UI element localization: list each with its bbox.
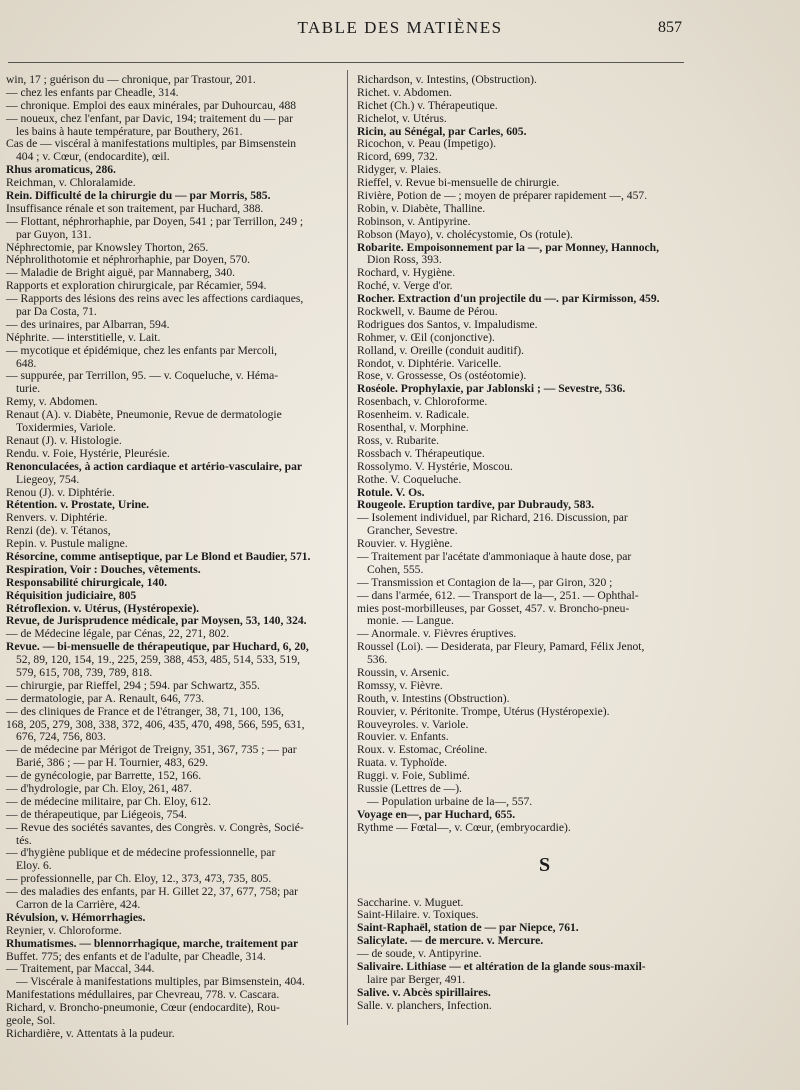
right-column-entry-line: Ruggi. v. Foie, Sublimé. <box>357 769 470 783</box>
left-column-entry-line: 404 ; v. Cœur, (endocardite), œil. <box>16 150 170 164</box>
left-column-entry-line: Résorcine, comme antiseptique, par Le Blond et Baudier, 571. <box>6 549 311 563</box>
left-column-entry-line: Reichman, v. Chloralamide. <box>6 176 136 190</box>
left-column-entry-line: Remy, v. Abdomen. <box>6 395 98 409</box>
left-column-entry-line: Néphrolithotomie et néphrorhaphie, par Doyen, 570. <box>6 253 251 267</box>
right-column-entry-line: Roussin, v. Arsenic. <box>357 665 450 679</box>
left-column-entry-line: par Guyon, 131. <box>16 227 92 241</box>
right-column-entry-line: Rohmer, v. Œil (conjonctive). <box>357 330 495 344</box>
right-column-entry-line: Rouvier. v. Hygiène. <box>357 537 453 551</box>
left-column-entry-line: win, 17 ; guérison du — chronique, par Trastour, 201. <box>6 73 256 86</box>
left-column-entry-line: 579, 615, 708, 739, 789, 818. <box>16 665 153 679</box>
left-column-entry-line: Rein. Difficulté de la chirurgie du — par Morris, 585. <box>6 189 271 203</box>
s-section-entry-line: laire par Berger, 491. <box>367 972 466 986</box>
right-column-entry-line: Russie (Lettres de —). <box>357 781 462 795</box>
column-divider <box>347 70 348 1025</box>
s-section-entry-line: — de soude, v. Antipyrine. <box>357 947 482 961</box>
left-column-entry-line: Respiration, Voir : Douches, vêtements. <box>6 562 201 576</box>
left-column-entry-line: Renaut (A). v. Diabète, Pneumonie, Revue de dermatologie <box>6 408 282 422</box>
right-column-entry-line: Rieffel, v. Revue bi-mensuelle de chirurgie. <box>357 176 560 190</box>
left-column-entry-line: Rapports et exploration chirurgicale, par Récamier, 594. <box>6 279 267 293</box>
left-column-entry-line: Néphrite. — interstitielle, v. Lait. <box>6 330 161 344</box>
left-column-entry-line: Carron de la Carrière, 424. <box>16 898 141 911</box>
left-column-entry-line: — d'hygiène publique et de médecine professionnelle, par <box>6 846 276 860</box>
right-column-entry-line: Cohen, 555. <box>367 562 424 576</box>
left-column-entry-line: Révulsion, v. Hémorrhagies. <box>6 910 146 924</box>
left-column-entry-line: Manifestations médullaires, par Chevreau, 778. v. Cascara. <box>6 988 280 1002</box>
left-column-entry-line: Buffet. 775; des enfants et de l'adulte, par Cheadle, 314. <box>6 949 266 963</box>
s-section-entry-line: Saccharine. v. Muguet. <box>357 895 464 909</box>
right-column-entry-line: Richelot, v. Utérus. <box>357 111 447 125</box>
section-heading <box>357 835 697 897</box>
right-column-entry-line: Ruata. v. Typhoïde. <box>357 756 447 770</box>
left-column-entry-line: 648. <box>16 356 37 370</box>
right-column <box>357 74 697 1013</box>
left-column-entry-line: Rendu. v. Foie, Hystérie, Pleurésie. <box>6 446 170 460</box>
right-column-entry-line: Rothe. V. Coqueluche. <box>357 472 462 486</box>
s-section-entry-line: Salive. v. Abcès spirillaires. <box>357 985 491 999</box>
right-column-entry-line: 536. <box>367 653 388 667</box>
right-column-entry-line: Robarite. Empoisonnement par la —, par Monney, Hannoch, <box>357 240 660 254</box>
left-column-entry-line: Repin. v. Pustule maligne. <box>6 537 128 551</box>
section-letter: S <box>539 853 551 876</box>
left-column-entry-line: Rétroflexion. v. Utérus, (Hystéropexie). <box>6 601 200 615</box>
left-column-entry-line: — des maladies des enfants, par H. Gillet 22, 37, 677, 758; par <box>6 885 299 899</box>
left-column-entry-line: 168, 205, 279, 308, 338, 372, 406, 435, 470, 498, 566, 595, 631, <box>6 717 305 731</box>
left-column-entry-line: Revue. — bi-mensuelle de thérapeutique, par Huchard, 6, 20, <box>6 640 309 654</box>
left-column-entry-line: — des cliniques de France et de l'étranger, 38, 71, 100, 136, <box>6 704 284 718</box>
right-column-entry-line: Rythme — Fœtal—, v. Cœur, (embryocardie). <box>357 820 571 834</box>
left-column-entry-line: Renou (J). v. Diphtérie. <box>6 485 115 499</box>
right-column-entry-line: monie. — Langue. <box>367 614 454 628</box>
right-column-entry-line: Rosenheim. v. Radicale. <box>357 408 470 422</box>
left-column-entry-line: Richard, v. Broncho-pneumonie, Cœur (endocardite), Rou- <box>6 1001 280 1015</box>
right-column-entry-line: Voyage en—, par Huchard, 655. <box>357 807 516 821</box>
header-rule <box>8 62 684 63</box>
s-section-entry-line: Salivaire. Lithiase — et altération de la glande sous-maxil- <box>357 960 646 973</box>
right-column-entry-line: Rivière, Potion de — ; moyen de préparer rapidement —, 457. <box>357 189 648 203</box>
right-column-entry-line: mies post-morbilleuses, par Gosset, 457. v. Broncho-pneu- <box>357 601 630 615</box>
right-column-entry-line: Rockwell, v. Baume de Pérou. <box>357 305 498 319</box>
right-column-entry-line: Rondot, v. Diphtérie. Varicelle. <box>357 356 502 370</box>
left-column-entry-line: — de gynécologie, par Barrette, 152, 166. <box>6 769 202 783</box>
left-column-entry-line: 676, 724, 756, 803. <box>16 730 106 744</box>
right-column-entry-line: Richardson, v. Intestins, (Obstruction). <box>357 73 537 86</box>
right-column-entry-line: — Isolement individuel, par Richard, 216. Discussion, par <box>357 511 628 525</box>
left-column-entry-line: — Revue des sociétés savantes, des Congrès. v. Congrès, Socié- <box>6 820 304 834</box>
right-column-entries <box>357 74 697 835</box>
left-column-entry-line: — d'hydrologie, par Ch. Eloy, 261, 487. <box>6 781 192 795</box>
left-column-entry-line: Insuffisance rénale et son traitement, par Huchard, 388. <box>6 201 264 215</box>
left-column-entry-line: Richardière, v. Attentats à la pudeur. <box>6 1026 175 1040</box>
left-column-entry-line: Cas de — viscéral à manifestations multiples, par Bimsenstein <box>6 137 297 151</box>
right-column-entry-line: Ross, v. Rubarite. <box>357 433 440 447</box>
left-column-entry-line: — dermatologie, par A. Renault, 646, 773. <box>6 691 205 705</box>
left-column-entry-line: — des urinaires, par Albarran, 594. <box>6 317 170 331</box>
left-column-entry-line: — de Médecine légale, par Cénas, 22, 271, 802. <box>6 627 230 641</box>
left-column-entry-line: geole, Sol. <box>6 1014 56 1028</box>
s-section-entry-line: Saint-Raphaël, station de — par Niepce, 761. <box>357 921 579 935</box>
right-column-entry-line: Rose, v. Grossesse, Os (ostéotomie). <box>357 369 527 383</box>
right-column-entry-line: Roséole. Prophylaxie, par Jablonski ; — Sevestre, 536. <box>357 382 626 396</box>
left-column-entry-line: Renvers. v. Diphtérie. <box>6 511 108 525</box>
left-column-entry-line: Revue, de Jurisprudence médicale, par Moysen, 53, 140, 324. <box>6 614 307 628</box>
left-column-entry-line: turie. <box>16 382 41 396</box>
right-column-entry-line: Ricord, 699, 732. <box>357 150 438 164</box>
right-column-entry-line: Roussel (Loi). — Desiderata, par Fleury, Pamard, Félix Jenot, <box>357 640 645 654</box>
left-column-entry-line: Responsabilité chirurgicale, 140. <box>6 575 168 589</box>
running-header <box>0 18 800 44</box>
right-column-entry-line: Roux. v. Estomac, Créoline. <box>357 743 488 757</box>
s-section-entries <box>357 897 697 1013</box>
left-column-entry-line: Rhus aromaticus, 286. <box>6 163 116 177</box>
left-column-entry-line: Liegeoy, 754. <box>16 472 80 486</box>
left-column-entry-line: Néphrectomie, par Knowsley Thorton, 265. <box>6 240 209 254</box>
right-column-entry-line: Richet. v. Abdomen. <box>357 85 452 99</box>
left-column-entry-line: Réquisition judiciaire, 805 <box>6 588 137 602</box>
left-column-entry-line: — Viscérale à manifestations multiples, par Bimsenstein, 404. <box>16 975 305 989</box>
left-column-entry-line: Renonculacées, à action cardiaque et artério-vasculaire, par <box>6 459 303 473</box>
right-column-entry-line: Dion Ross, 393. <box>367 253 442 267</box>
right-column-entry-line: Ricin, au Sénégal, par Carles, 605. <box>357 124 527 138</box>
right-column-entry-line: Rouvier. v. Enfants. <box>357 730 449 744</box>
left-column-entry-line: — chez les enfants par Cheadle, 314. <box>6 85 179 99</box>
right-column-entry-line: Rossbach v. Thérapeutique. <box>357 446 485 460</box>
right-column-entry-line: Rolland, v. Oreille (conduit auditif). <box>357 343 524 357</box>
left-column-entry-line: — mycotique et épidémique, chez les enfants par Mercoli, <box>6 343 278 357</box>
right-column-entry-line: Ridyger, v. Plaies. <box>357 163 442 177</box>
left-column-entry-line: — de médecine par Mérigot de Treigny, 351, 367, 735 ; — par <box>6 743 297 757</box>
s-section-entry-line: Saint-Hilaire. v. Toxiques. <box>357 908 479 922</box>
left-column <box>6 74 340 1041</box>
right-column-entry-line: Roché, v. Verge d'or. <box>357 279 453 293</box>
s-section-entry-line: Salle. v. planchers, Infection. <box>357 998 492 1012</box>
left-column-entry-line: Toxidermies, Variole. <box>16 421 116 435</box>
right-column-entry-line: Rotule. V. Os. <box>357 485 425 499</box>
right-column-entry-line: Rosenbach, v. Chloroforme. <box>357 395 488 409</box>
left-column-entry-line: — chronique. Emploi des eaux minérales, par Duhourcau, 488 <box>6 98 297 112</box>
left-column-entry-line: Rhumatismes. — blennorrhagique, marche, traitement par <box>6 936 299 950</box>
right-column-entry-line: — Anormale. v. Fièvres éruptives. <box>357 627 517 641</box>
right-column-entry-line: — dans l'armée, 612. — Transport de la—, 251. — Ophthal- <box>357 588 639 602</box>
left-column-entry-line: Eloy. 6. <box>16 859 52 873</box>
right-column-entry-line: Grancher, Sevestre. <box>367 524 458 538</box>
page-number: 857 <box>658 19 682 36</box>
left-column-entry-line: par Da Costa, 71. <box>16 305 97 319</box>
left-column-entry-line: 52, 89, 120, 154, 19., 225, 259, 388, 453, 485, 514, 533, 519, <box>16 653 301 667</box>
left-column-entry-line: — de médecine militaire, par Ch. Eloy, 612. <box>6 794 211 808</box>
right-column-entry-line: Robson (Mayo), v. cholécystomie, Os (rotule). <box>357 227 573 241</box>
right-column-entry-line: Routh, v. Intestins (Obstruction). <box>357 691 510 705</box>
right-column-entry-line: Rouvier, v. Péritonite. Trompe, Utérus (Hystéropexie). <box>357 704 610 718</box>
left-column-entry-line: Renaut (J). v. Histologie. <box>6 433 122 447</box>
right-column-entry-line: Rodrigues dos Santos, v. Impaludisme. <box>357 317 538 331</box>
left-column-entry-line: — chirurgie, par Rieffel, 294 ; 594. par Schwartz, 355. <box>6 678 260 692</box>
right-column-entry-line: Ricochon, v. Peau (Impetigo). <box>357 137 496 151</box>
left-column-entry-line: — de thérapeutique, par Liégeois, 754. <box>6 807 187 821</box>
right-column-entry-line: Rossolymo. V. Hystérie, Moscou. <box>357 459 513 473</box>
left-column-entry-line: les bains à haute température, par Bouthery, 261. <box>16 124 243 138</box>
left-column-entry-line: — suppurée, par Terrillon, 95. — v. Coqueluche, v. Héma- <box>6 369 279 383</box>
left-column-entry-line: — Rapports des lésions des reins avec les affections cardiaques, <box>6 292 304 306</box>
right-column-entry-line: — Population urbaine de la—, 557. <box>367 794 533 808</box>
right-column-entry-line: — Transmission et Contagion de la—, par Giron, 320 ; <box>357 575 613 589</box>
right-column-entry-line: Robin, v. Diabète, Thalline. <box>357 201 486 215</box>
left-column-entry-line: — Traitement, par Maccal, 344. <box>6 962 155 976</box>
right-column-entry-line: Richet (Ch.) v. Thérapeutique. <box>357 98 498 112</box>
left-column-entry-line: tés. <box>16 833 32 847</box>
left-column-entry-line: — Flottant, néphrorhaphie, par Doyen, 541 ; par Terrillon, 249 ; <box>6 214 304 228</box>
left-column-entry-line: — professionnelle, par Ch. Eloy, 12., 373, 473, 735, 805. <box>6 872 272 886</box>
right-column-entry-line: Rouveyroles. v. Variole. <box>357 717 469 731</box>
page-title: TABLE DES MATIÈNES <box>297 18 503 37</box>
right-column-entry-line: Rocher. Extraction d'un projectile du —. par Kirmisson, 459. <box>357 292 660 306</box>
right-column-entry-line: Rougeole. Eruption tardive, par Dubraudy, 583. <box>357 498 595 512</box>
left-column-entry-line: Rétention. v. Prostate, Urine. <box>6 498 150 512</box>
right-column-entry-line: — Traitement par l'acétate d'ammoniaque à haute dose, par <box>357 549 632 563</box>
left-column-entry-line: — Maladie de Bright aiguë, par Mannaberg, 340. <box>6 266 236 280</box>
left-column-entry-line: Barié, 386 ; — par H. Tournier, 483, 629. <box>16 756 209 770</box>
left-column-entry-line: — noueux, chez l'enfant, par Davic, 194; traitement du — par <box>6 111 294 125</box>
right-column-entry-line: Robinson, v. Antipyrine. <box>357 214 471 228</box>
left-column-entry-line: Reynier, v. Chloroforme. <box>6 923 122 937</box>
right-column-entry-line: Rosenthal, v. Morphine. <box>357 421 469 435</box>
s-section-entry-line: Salicylate. — de mercure. v. Mercure. <box>357 934 544 948</box>
right-column-entry-line: Romssy, v. Fièvre. <box>357 678 443 692</box>
left-column-entry-line: Renzi (de). v. Tétanos, <box>6 524 111 538</box>
right-column-entry-line: Rochard, v. Hygiène. <box>357 266 456 280</box>
